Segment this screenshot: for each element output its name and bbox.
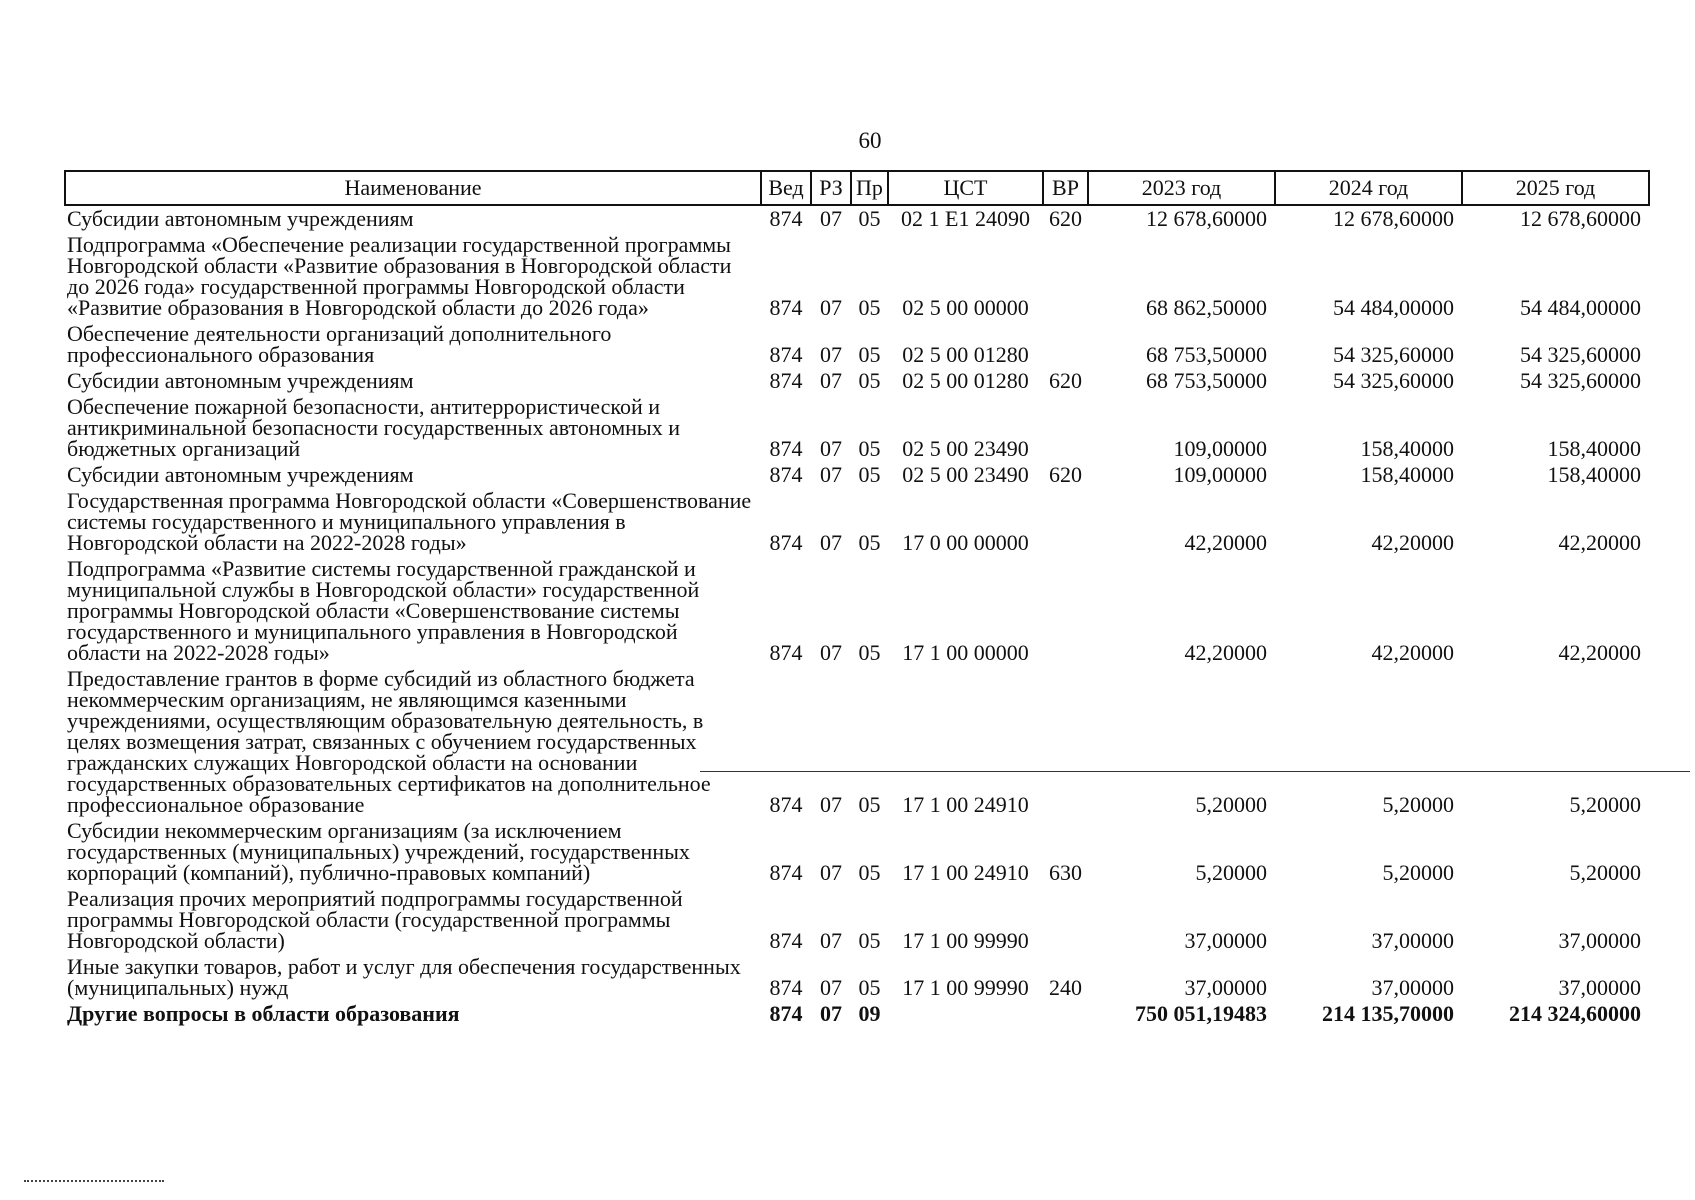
row-2023: 68 753,50000 — [1146, 368, 1267, 393]
row-vr — [1043, 886, 1088, 954]
row-2023: 68 753,50000 — [1146, 342, 1267, 367]
row-2025: 42,20000 — [1558, 530, 1641, 555]
row-2024: 214 135,70000 — [1322, 1001, 1454, 1026]
row-ved: 874 — [769, 530, 803, 555]
row-ved: 874 — [769, 975, 803, 1000]
row-cst: 02 5 00 23490 — [902, 436, 1029, 461]
row-2024: 54 325,60000 — [1333, 368, 1454, 393]
row-name: Подпрограмма «Развитие системы государственной гражданской и муниципальной службы в Новгородской области» государственной программы Новгородской области «Совершенствование системы государственного и муниципального управления в Новгородской области на 2022-2028 годы» — [67, 556, 700, 665]
table-row — [65, 818, 1649, 886]
row-vr — [1043, 556, 1088, 666]
row-ved: 874 — [769, 860, 803, 885]
row-name: Субсидии автономным учреждениям — [67, 206, 414, 231]
row-vr: 620 — [1049, 462, 1082, 487]
header-2024: 2024 год — [1275, 171, 1462, 205]
table-row — [65, 556, 1649, 666]
row-2023: 12 678,60000 — [1146, 206, 1267, 231]
budget-table — [64, 170, 1650, 1027]
row-2025: 54 484,00000 — [1520, 295, 1641, 320]
row-ved: 874 — [769, 206, 803, 231]
row-pr: 05 — [858, 206, 881, 231]
row-vr: 620 — [1049, 368, 1082, 393]
row-name: Обеспечение пожарной безопасности, антитеррористической и антикриминальной безопасности государственных автономных и бюджетных организаций — [67, 394, 680, 461]
row-2024: 54 325,60000 — [1333, 342, 1454, 367]
row-cst: 17 1 00 00000 — [902, 640, 1029, 665]
row-cst: 02 1 Е1 24090 — [901, 206, 1030, 231]
row-rz: 07 — [820, 792, 842, 817]
row-ved: 874 — [769, 295, 803, 320]
row-cst: 02 5 00 00000 — [902, 295, 1029, 320]
row-pr: 05 — [858, 860, 881, 885]
table-total-row — [65, 1001, 1649, 1027]
header-pr: Пр — [851, 171, 888, 205]
row-pr: 05 — [858, 530, 881, 555]
row-pr: 05 — [858, 436, 881, 461]
row-vr — [1043, 488, 1088, 556]
header-vr: ВР — [1043, 171, 1088, 205]
row-2025: 37,00000 — [1558, 975, 1641, 1000]
row-pr: 05 — [858, 342, 881, 367]
table-header-row — [65, 171, 1649, 205]
row-cst: 02 5 00 23490 — [902, 462, 1029, 487]
row-name: Субсидии автономным учреждениям — [67, 368, 414, 393]
row-2023: 750 051,19483 — [1135, 1001, 1267, 1026]
header-2025: 2025 год — [1462, 171, 1649, 205]
header-2023: 2023 год — [1088, 171, 1275, 205]
header-rz: РЗ — [811, 171, 851, 205]
row-2024: 12 678,60000 — [1333, 206, 1454, 231]
row-cst: 17 1 00 99990 — [902, 928, 1029, 953]
row-2023: 42,20000 — [1184, 640, 1267, 665]
table-row — [65, 321, 1649, 368]
table-row — [65, 394, 1649, 462]
row-cst: 17 1 00 24910 — [902, 792, 1029, 817]
row-pr: 05 — [858, 792, 881, 817]
scan-footer-mark — [24, 1180, 164, 1182]
row-2024: 54 484,00000 — [1333, 295, 1454, 320]
row-2023: 42,20000 — [1184, 530, 1267, 555]
row-2025: 158,40000 — [1547, 436, 1641, 461]
row-vr — [1043, 321, 1088, 368]
row-2025: 5,20000 — [1569, 860, 1641, 885]
row-ved: 874 — [769, 1001, 803, 1026]
row-2023: 68 862,50000 — [1146, 295, 1267, 320]
row-name: Государственная программа Новгородской области «Совершенствование системы государственного и муниципального управления в Новгородской области на 2022-2028 годы» — [67, 488, 752, 555]
row-name: Подпрограмма «Обеспечение реализации государственной программы Новгородской области «Развитие образования в Новгородской области до 2026 года» государственной программы Новгородской области «Развитие образования в Новгородской области до 2026 года» — [67, 232, 732, 320]
row-2025: 214 324,60000 — [1509, 1001, 1641, 1026]
row-2025: 12 678,60000 — [1520, 206, 1641, 231]
row-cst: 17 1 00 24910 — [902, 860, 1029, 885]
row-rz: 07 — [820, 975, 842, 1000]
row-rz: 07 — [820, 1001, 842, 1026]
row-2023: 109,00000 — [1173, 462, 1267, 487]
row-cst: 02 5 00 01280 — [902, 368, 1029, 393]
row-2024: 5,20000 — [1382, 860, 1454, 885]
row-rz: 07 — [820, 530, 842, 555]
header-name: Наименование — [65, 171, 761, 205]
row-2025: 5,20000 — [1569, 792, 1641, 817]
row-pr: 05 — [858, 295, 881, 320]
row-2024: 37,00000 — [1371, 975, 1454, 1000]
row-2024: 5,20000 — [1382, 792, 1454, 817]
table-row — [65, 488, 1649, 556]
row-vr: 240 — [1049, 975, 1082, 1000]
table-row — [65, 462, 1649, 488]
row-pr: 05 — [858, 975, 881, 1000]
table-body — [65, 205, 1649, 1027]
row-pr: 05 — [858, 640, 881, 665]
row-name: Субсидии некоммерческим организациям (за исключением государственных (муниципальных) учреждений, государственных корпораций (компаний), публично-правовых компаний) — [67, 818, 690, 885]
row-name: Иные закупки товаров, работ и услуг для обеспечения государственных (муниципальных) нужд — [67, 954, 741, 1000]
row-vr: 620 — [1049, 206, 1082, 231]
row-ved: 874 — [769, 640, 803, 665]
row-rz: 07 — [820, 342, 842, 367]
row-pr: 05 — [858, 368, 881, 393]
row-vr — [1043, 394, 1088, 462]
row-ved: 874 — [769, 792, 803, 817]
row-cst: 17 1 00 99990 — [902, 975, 1029, 1000]
table-row — [65, 232, 1649, 321]
row-ved: 874 — [769, 462, 803, 487]
table-row — [65, 886, 1649, 954]
scan-divider-line — [700, 771, 1690, 772]
row-2024: 37,00000 — [1371, 928, 1454, 953]
table-row — [65, 666, 1649, 818]
row-rz: 07 — [820, 206, 842, 231]
row-name: Субсидии автономным учреждениям — [67, 462, 414, 487]
table-row — [65, 205, 1649, 232]
row-2024: 42,20000 — [1371, 640, 1454, 665]
row-rz: 07 — [820, 368, 842, 393]
row-rz: 07 — [820, 436, 842, 461]
row-rz: 07 — [820, 640, 842, 665]
row-pr: 05 — [858, 928, 881, 953]
row-2023: 5,20000 — [1195, 860, 1267, 885]
row-2024: 42,20000 — [1371, 530, 1454, 555]
row-ved: 874 — [769, 368, 803, 393]
row-2025: 54 325,60000 — [1520, 342, 1641, 367]
row-pr: 09 — [858, 1001, 881, 1026]
row-pr: 05 — [858, 462, 881, 487]
table-row — [65, 954, 1649, 1001]
header-ved: Вед — [761, 171, 811, 205]
row-vr — [1043, 232, 1088, 321]
row-rz: 07 — [820, 295, 842, 320]
row-vr — [1043, 1001, 1088, 1027]
row-2025: 42,20000 — [1558, 640, 1641, 665]
row-2024: 158,40000 — [1360, 462, 1454, 487]
row-vr: 630 — [1049, 860, 1082, 885]
row-cst: 17 0 00 00000 — [902, 530, 1029, 555]
header-cst: ЦСТ — [888, 171, 1043, 205]
row-2025: 158,40000 — [1547, 462, 1641, 487]
page-number: 60 — [858, 128, 882, 153]
table-row — [65, 368, 1649, 394]
row-name: Обеспечение деятельности организаций дополнительного профессионального образования — [67, 321, 612, 367]
row-rz: 07 — [820, 928, 842, 953]
row-2023: 37,00000 — [1184, 975, 1267, 1000]
row-2025: 37,00000 — [1558, 928, 1641, 953]
row-2024: 158,40000 — [1360, 436, 1454, 461]
row-cst — [888, 1001, 1043, 1027]
row-vr — [1043, 666, 1088, 818]
row-cst: 02 5 00 01280 — [902, 342, 1029, 367]
row-2023: 5,20000 — [1195, 792, 1267, 817]
row-2023: 109,00000 — [1173, 436, 1267, 461]
row-ved: 874 — [769, 342, 803, 367]
row-2023: 37,00000 — [1184, 928, 1267, 953]
row-name: Реализация прочих мероприятий подпрограммы государственной программы Новгородской области (государственной программы Новгородской области) — [67, 886, 683, 953]
row-rz: 07 — [820, 860, 842, 885]
row-rz: 07 — [820, 462, 842, 487]
row-name: Предоставление грантов в форме субсидий из областного бюджета некоммерческим организациям, не являющимся казенными учреждениями, осуществляющим образовательную деятельность, в целях возмещения затрат, связанных с обучением государственных гражданских служащих Новгородской области на основании государственных образовательных сертификатов на дополнительное профессиональное образование — [67, 666, 711, 817]
row-ved: 874 — [769, 928, 803, 953]
row-ved: 874 — [769, 436, 803, 461]
row-name: Другие вопросы в области образования — [67, 1001, 460, 1026]
row-2025: 54 325,60000 — [1520, 368, 1641, 393]
